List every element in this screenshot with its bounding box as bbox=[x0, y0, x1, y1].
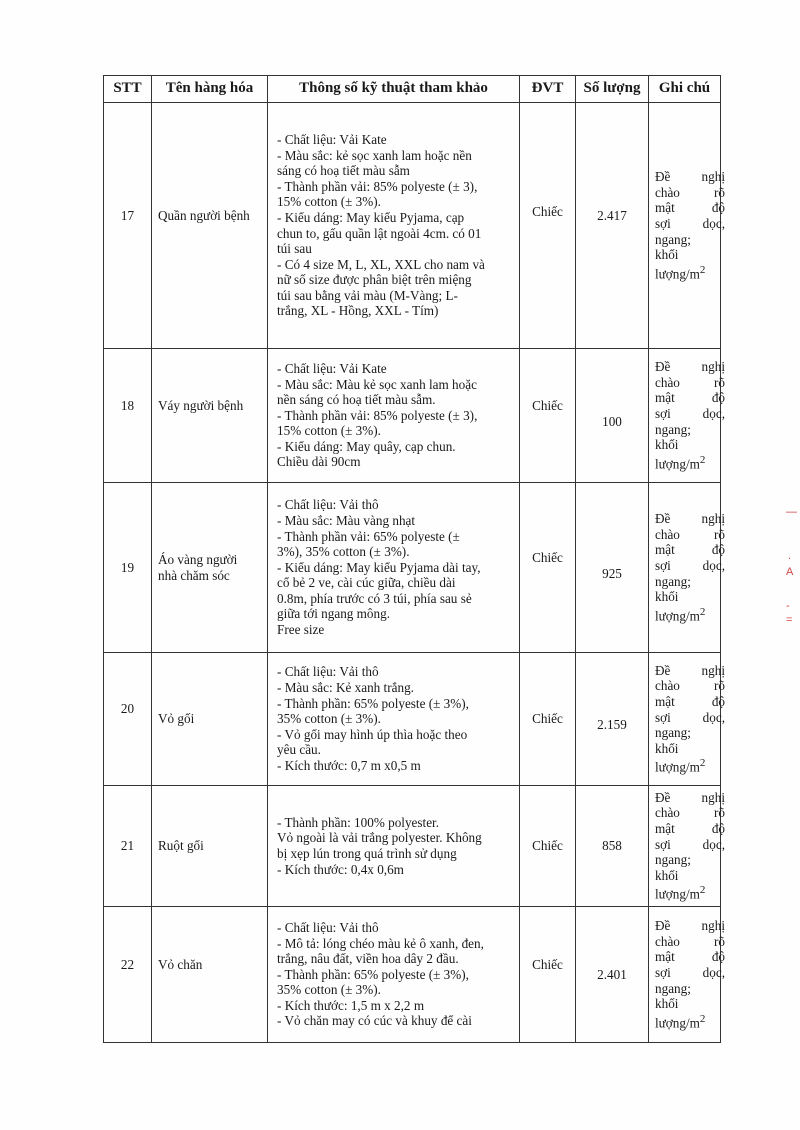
row-quantity: 858 bbox=[576, 786, 649, 907]
row-stt: 21 bbox=[104, 786, 152, 907]
header-unit: ĐVT bbox=[520, 76, 576, 103]
row-note: Đề nghị chào rõ mật độ sợi dọc, ngang; khối lượng/$m^2$ bbox=[649, 653, 721, 786]
row-spec: - Chất liệu: Vải Kate - Màu sắc: Màu kẻ sọc xanh lam hoặc nền sáng có hoạ tiết màu sẫm. - Thành phần vải: 85% polyeste (± 3), 15% cotton (± 3%). - Kiểu dáng: May quây, cạp chun. Chiều dài 90cm bbox=[268, 349, 520, 483]
stamp-edge-mark: - bbox=[786, 600, 790, 612]
table-row bbox=[104, 483, 721, 653]
row-note: Đề nghị chào rõ mật độ sợi dọc, ngang; khối lượng/$m^2$ bbox=[649, 907, 721, 1043]
stamp-edge-mark: . bbox=[788, 550, 792, 562]
row-spec: - Thành phần: 100% polyester. Vỏ ngoài là vải trắng polyester. Không bị xẹp lún trong quá trình sử dụng - Kích thước: 0,4x 0,6m bbox=[268, 786, 520, 907]
header-row bbox=[104, 76, 721, 103]
row-quantity: 2.159 bbox=[576, 653, 649, 786]
row-unit: Chiếc bbox=[520, 103, 576, 349]
stamp-edge-mark: — bbox=[786, 506, 797, 518]
row-item-name: Ruột gối bbox=[152, 786, 268, 907]
stamp-edge-mark: A bbox=[786, 566, 794, 578]
row-item-name: Váy người bệnh bbox=[152, 349, 268, 483]
stamp-edge-mark: = bbox=[786, 614, 793, 626]
table-row bbox=[104, 103, 721, 349]
row-stt: 22 bbox=[104, 907, 152, 1043]
row-item-name: Áo vàng người nhà chăm sóc bbox=[152, 483, 268, 653]
row-note: Đề nghị chào rõ mật độ sợi dọc, ngang; khối lượng/$m^2$ bbox=[649, 786, 721, 907]
row-stt: 17 bbox=[104, 103, 152, 349]
row-unit: Chiếc bbox=[520, 483, 576, 653]
row-unit: Chiếc bbox=[520, 349, 576, 483]
row-stt: 19 bbox=[104, 483, 152, 653]
row-spec: - Chất liệu: Vải thô - Màu sắc: Kẻ xanh trắng. - Thành phần: 65% polyeste (± 3%), 35% cotton (± 3%). - Vỏ gối may hình úp thìa hoặc theo yêu cầu. - Kích thước: 0,7 m x0,5 m bbox=[268, 653, 520, 786]
row-spec: - Chất liệu: Vải thô - Mô tả: lóng chéo màu kẻ ô xanh, đen, trắng, nâu đất, viền hoa dây 2 đầu. - Thành phần: 65% polyeste (± 3%), 35% cotton (± 3%). - Kích thước: 1,5 m x 2,2 m - Vỏ chăn may có cúc và khuy để cài bbox=[268, 907, 520, 1043]
table-row bbox=[104, 907, 721, 1043]
row-quantity: 2.401 bbox=[576, 907, 649, 1043]
specification-table bbox=[103, 75, 725, 1043]
row-unit: Chiếc bbox=[520, 907, 576, 1043]
row-item-name: Quần người bệnh bbox=[152, 103, 268, 349]
table-row bbox=[104, 653, 721, 786]
row-item-name: Vỏ gối bbox=[152, 653, 268, 786]
header-item-name: Tên hàng hóa bbox=[152, 76, 268, 103]
table-row bbox=[104, 349, 721, 483]
header-quantity: Số lượng bbox=[576, 76, 649, 103]
row-stt: 20 bbox=[104, 653, 152, 786]
header-stt: STT bbox=[104, 76, 152, 103]
row-unit: Chiếc bbox=[520, 786, 576, 907]
row-spec: - Chất liệu: Vải thô - Màu sắc: Màu vàng nhạt - Thành phần vải: 65% polyeste (± 3%), 35% cotton (± 3%). - Kiểu dáng: May kiểu Pyjama dài tay, cổ bẻ 2 ve, cài cúc giữa, chiều dài 0.8m, phía trước có 3 túi, phía sau sẻ giữa tới ngang mông. Free size bbox=[268, 483, 520, 653]
row-note: Đề nghị chào rõ mật độ sợi dọc, ngang; khối lượng/$m^2$ bbox=[649, 103, 721, 349]
row-note: Đề nghị chào rõ mật độ sợi dọc, ngang; khối lượng/$m^2$ bbox=[649, 349, 721, 483]
row-spec: - Chất liệu: Vải Kate - Màu sắc: kẻ sọc xanh lam hoặc nền sáng có hoạ tiết màu sẫm - Thành phần vải: 85% polyeste (± 3), 15% cotton (± 3%). - Kiểu dáng: May kiểu Pyjama, cạp chun to, gấu quần lật ngoài 4cm. có 01 túi sau - Có 4 size M, L, XL, XXL cho nam và nữ số size được phân biệt trên miệng túi sau bằng vải màu (M-Vàng; L- trắng, XL - Hồng, XXL - Tím) bbox=[268, 103, 520, 349]
row-stt: 18 bbox=[104, 349, 152, 483]
row-quantity: 100 bbox=[576, 349, 649, 483]
row-note: Đề nghị chào rõ mật độ sợi dọc, ngang; khối lượng/$m^2$ bbox=[649, 483, 721, 653]
row-item-name: Vỏ chăn bbox=[152, 907, 268, 1043]
row-unit: Chiếc bbox=[520, 653, 576, 786]
row-quantity: 2.417 bbox=[576, 103, 649, 349]
header-spec: Thông số kỹ thuật tham khảo bbox=[268, 76, 520, 103]
header-note: Ghi chú bbox=[649, 76, 721, 103]
table-row bbox=[104, 786, 721, 907]
row-quantity: 925 bbox=[576, 483, 649, 653]
